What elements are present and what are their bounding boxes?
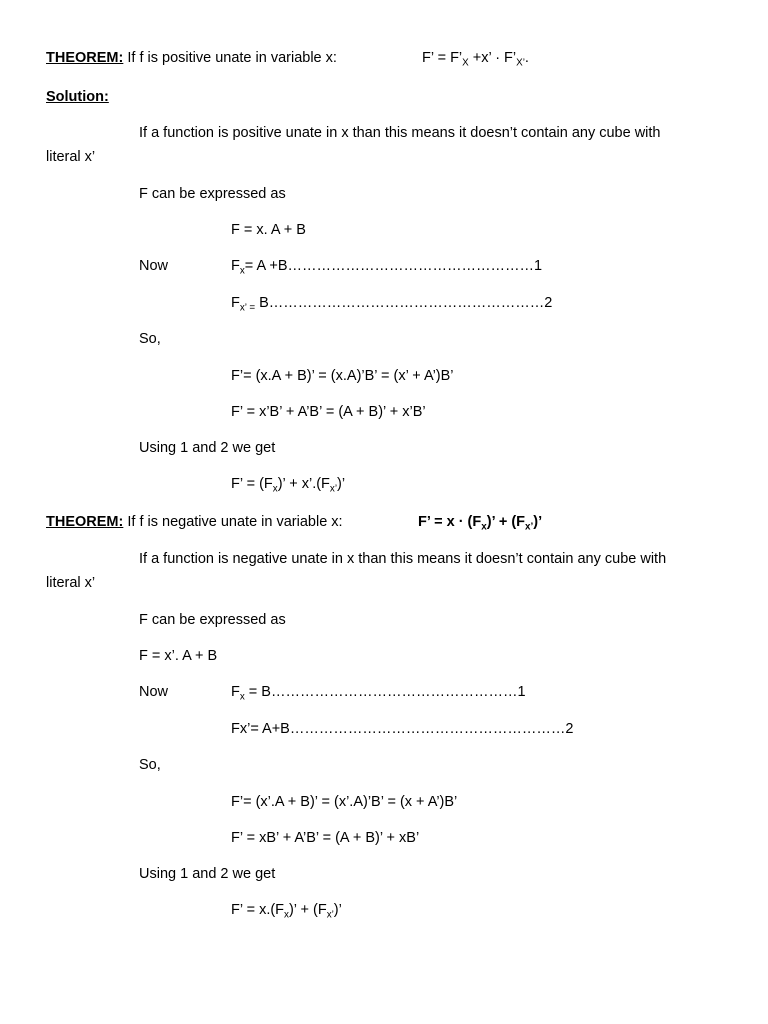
part2-equation-2: Fx’= A+B…………………………………………………2 [231,721,574,737]
part2-equation-1: $F_x$ = B……………………………………………1 [231,684,526,703]
theorem2-heading [46,513,343,531]
part1-expressed: F can be expressed as [139,186,286,202]
solution-label: Solution: [46,89,109,105]
theorem2-statement: If f is negative unate in variable x: [123,514,343,530]
theorem1-formula: F’ = $F’_X +x$’ · $F’_{X’}$. [422,50,529,69]
part2-f-expression: F = x’. A + B [139,648,218,664]
part1-now-label: Now [139,258,169,274]
part2-derivation-1: F’= (x’.A + B)’ = (x’.A)’B’ = (x + A’)B’ [231,794,458,810]
part1-equation-1: $F_x= A$ +B……………………………………………1 [231,258,543,277]
theorem1-statement: If f is positive unate in variable x: [123,50,337,66]
theorem2-formula: F’ = $x \cdot (F_x)$’ + $(F_{x’})$’ [418,514,543,533]
theorem2-label: THEOREM: [46,514,124,530]
part2-result: F’ = $x.(F_x)$’ + $(F_{x’})$’ [231,902,342,921]
part1-intro-line1: If a function is positive unate in x than this means it doesn’t contain any cube with [139,125,661,141]
part1-so-label: So, [139,331,161,347]
part2-intro-line1: If a function is negative unate in x than this means it doesn’t contain any cube with [139,551,667,567]
part1-f-expression: F = x. A + B [231,222,306,238]
theorem1-label: THEOREM: [46,50,124,66]
part2-now-label: Now [139,684,169,700]
part2-intro-line2: literal x’ [46,575,96,591]
part1-equation-2: $F_{x’ =}$ B…………………………………………………2 [231,295,553,314]
part2-expressed: F can be expressed as [139,612,286,628]
part2-so-label: So, [139,757,161,773]
part1-intro-line2: literal x’ [46,149,96,165]
part1-using-label: Using 1 and 2 we get [139,440,276,456]
part1-derivation-2: F’ = x’B’ + A’B’ = (A + B)’ + x’B’ [231,404,426,420]
part2-derivation-2: F’ = xB’ + A’B’ = (A + B)’ + xB’ [231,830,420,846]
theorem1-heading [46,49,337,67]
part1-derivation-1: F’= (x.A + B)’ = (x.A)’B’ = (x’ + A’)B’ [231,368,454,384]
part1-result: F’ = $(F_x)$’ + $x’.(F_{x’})$’ [231,476,346,495]
part2-using-label: Using 1 and 2 we get [139,866,276,882]
